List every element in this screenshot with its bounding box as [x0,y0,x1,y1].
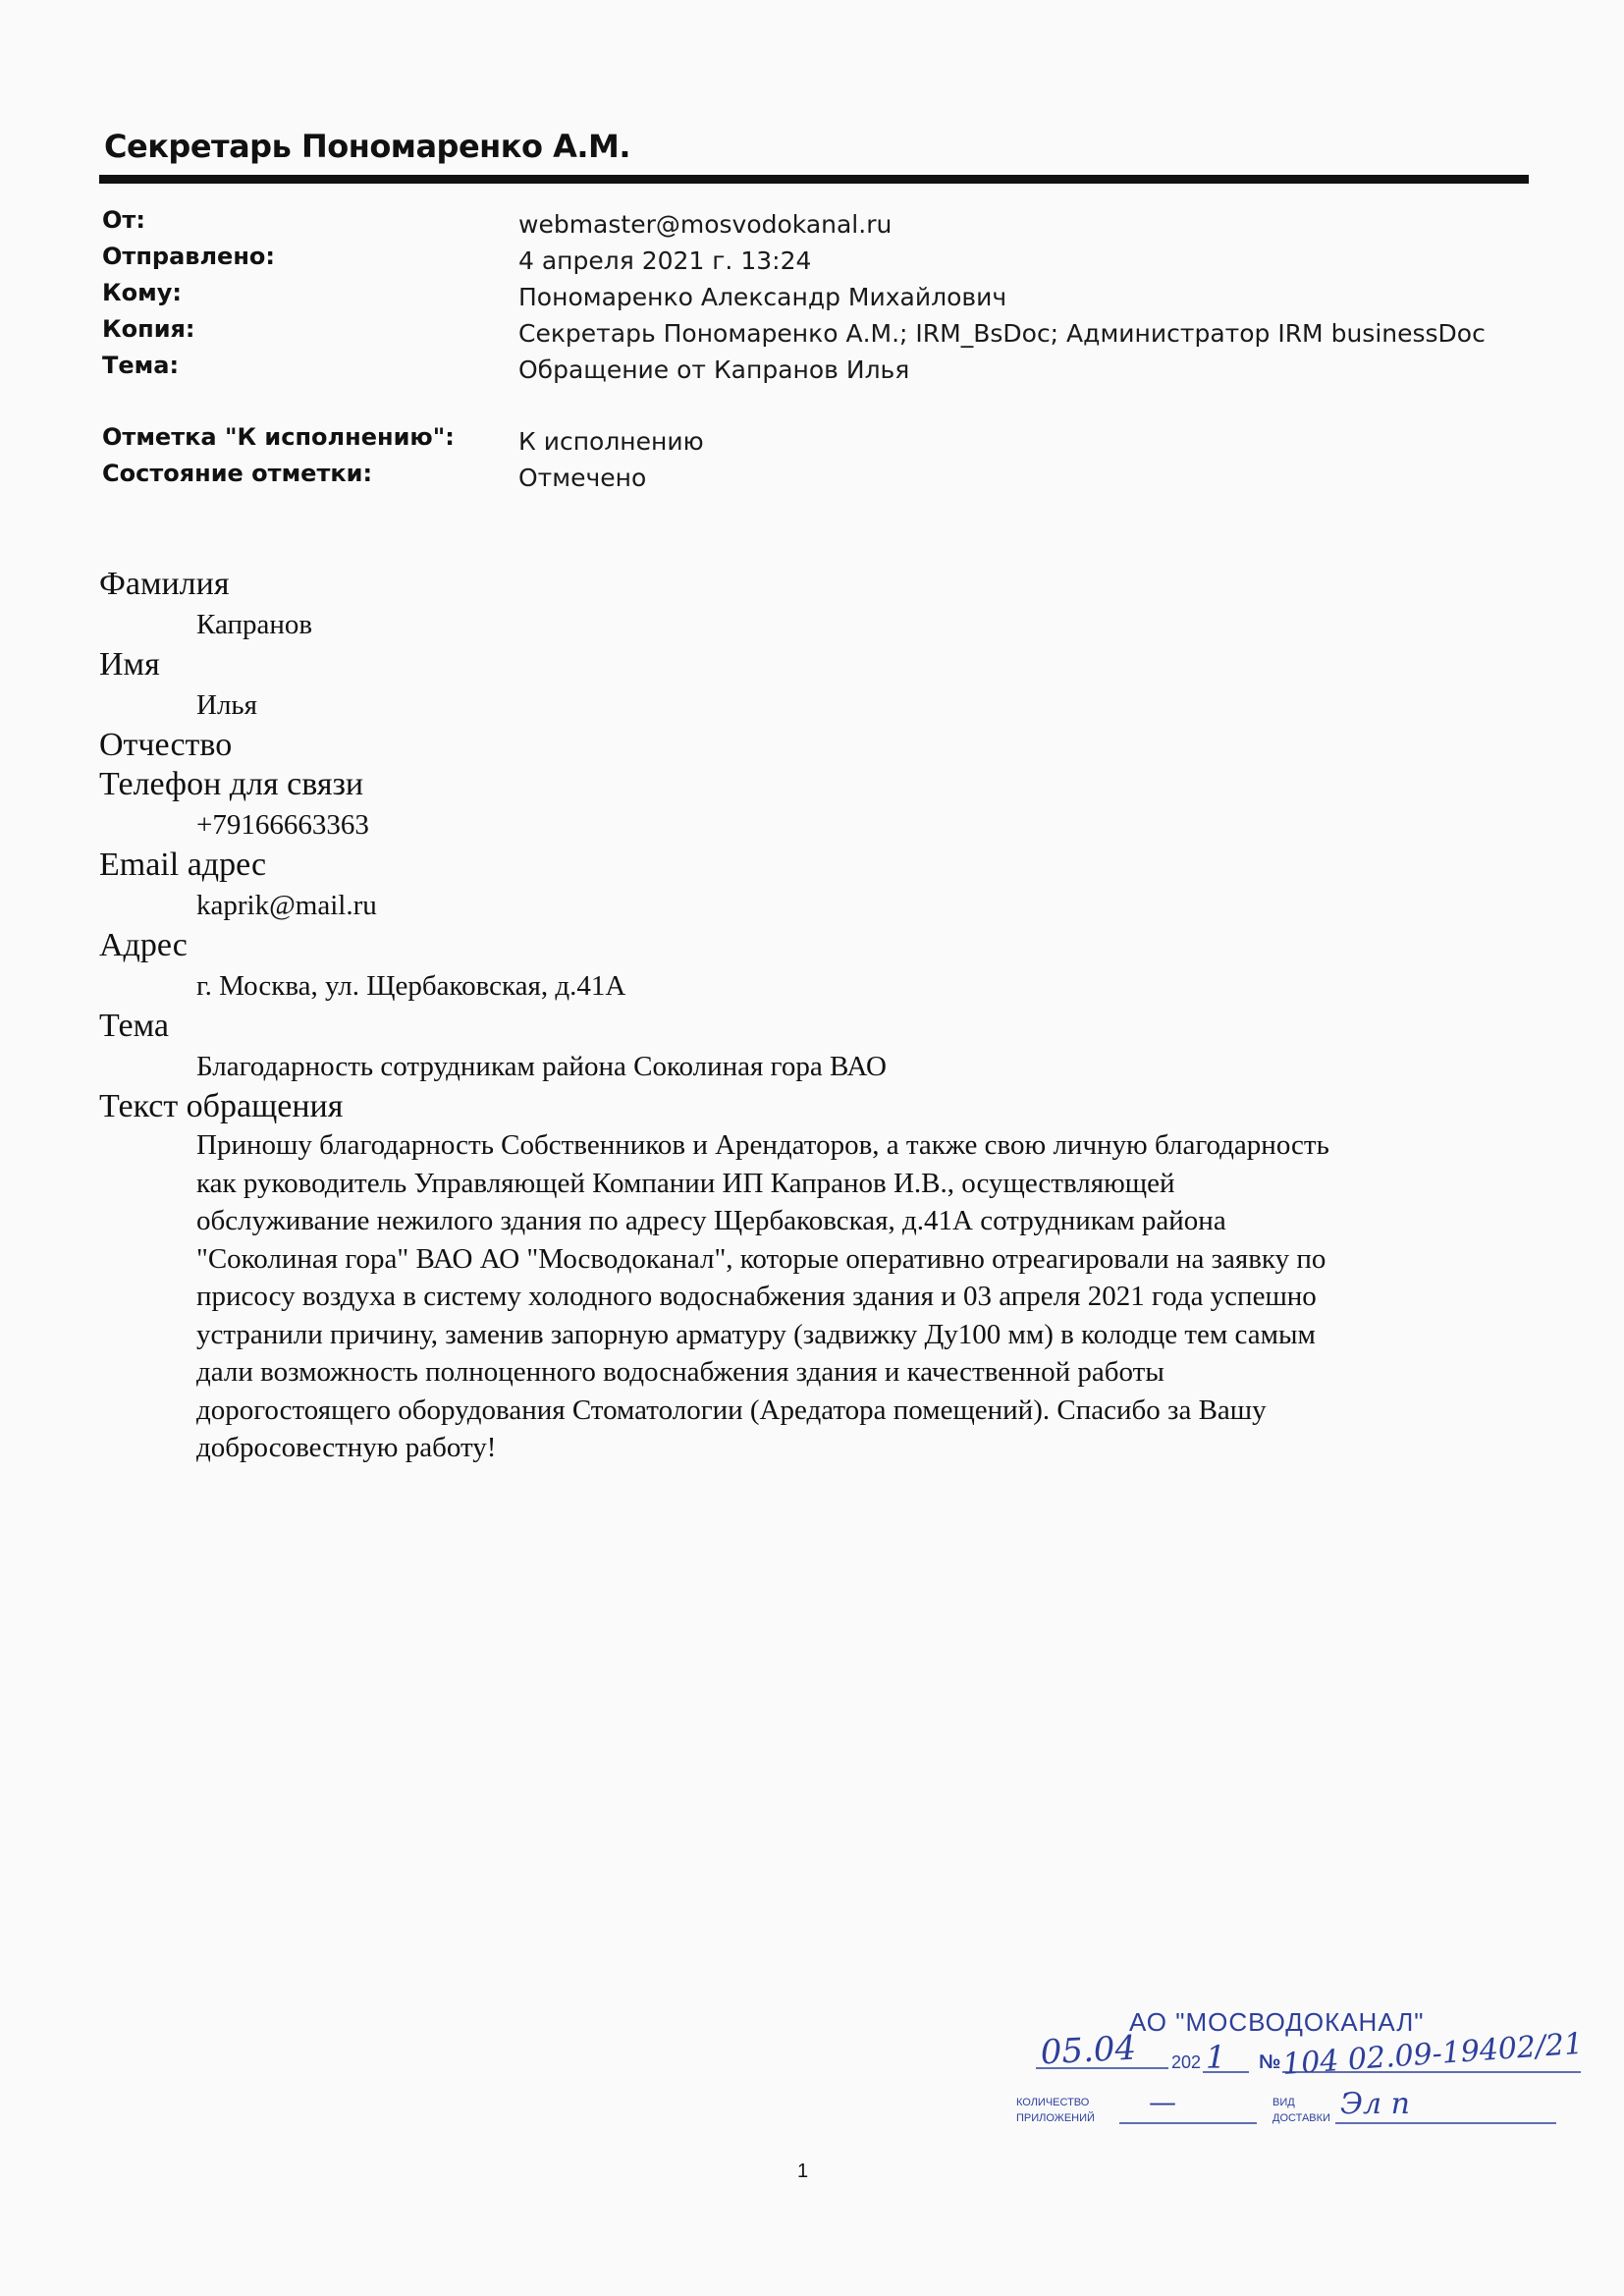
surname-value: Капранов [196,609,313,640]
stamp-org-name: АО "МОСВОДОКАНАЛ" [1129,2011,1425,2037]
registration-stamp [992,2011,1600,2129]
name-label: Имя [99,646,160,683]
appeal-text-line: как руководитель Управляющей Компании ИП Капранов И.В., осуществляющей [196,1167,1175,1199]
email-label: Email адрес [99,847,267,883]
to-label: Кому: [102,279,182,306]
name-value: Илья [196,689,257,721]
subject-field-value: Благодарность сотрудникам района Соколиная гора ВАО [196,1051,887,1082]
appeal-text [99,1126,1615,1467]
from-label: От: [102,206,145,234]
flag-status-value: Отмечено [518,464,647,492]
stamp-date-handwritten: 05.04 [1039,2028,1138,2073]
cc-value: Секретарь Пономаренко А.М.; IRM_BsDoc; Администратор IRM businessDoc [518,319,1486,348]
flag-label: Отметка "К исполнению": [102,423,455,451]
stamp-attachments-label-2: ПРИЛОЖЕНИЙ [1016,2112,1095,2124]
subject-label: Тема: [102,352,180,379]
sent-value: 4 апреля 2021 г. 13:24 [518,246,812,275]
patronymic-label: Отчество [99,727,233,763]
sent-label: Отправлено: [102,243,275,270]
stamp-delivery-value: Эл п [1340,2087,1410,2121]
document-title: Секретарь Пономаренко А.М. [104,128,631,165]
stamp-year-suffix: 1 [1206,2039,1226,2076]
flag-status-label: Состояние отметки: [102,460,373,487]
appeal-text-line: устранили причину, заменив запорную арматуру (задвижку Ду100 мм) в колодце тем самым [196,1318,1316,1350]
appeal-form [99,565,1533,1467]
surname-label: Фамилия [99,566,230,602]
appeal-text-line: Приношу благодарность Собственников и Арендаторов, а также свою личную благодарность [196,1129,1329,1161]
stamp-number-sign: № [1259,2051,1281,2073]
email-value: kaprik@mail.ru [196,890,377,921]
stamp-delivery-label: ВИД [1272,2097,1295,2108]
to-value: Пономаренко Александр Михайлович [518,283,1007,311]
phone-value: +79166663363 [196,809,369,841]
appeal-text-line: обслуживание нежилого здания по адресу Щербаковская, д.41А сотрудникам района [196,1205,1226,1236]
stamp-delivery-label-2: ДОСТАВКИ [1272,2112,1330,2124]
subject-value: Обращение от Капранов Илья [518,355,910,384]
appeal-text-line: дали возможность полноценного водоснабжения здания и качественной работы [196,1356,1164,1388]
appeal-text-line: "Соколиная гора" ВАО АО "Мосводоканал", которые оперативно отреагировали на заявку по [196,1242,1326,1275]
stamp-year-prefix: 202 [1171,2052,1202,2072]
address-label: Адрес [99,927,188,963]
header-divider [99,175,1529,184]
appeal-text-line: добросовестную работу! [196,1432,497,1463]
address-value: г. Москва, ул. Щербаковская, д.41А [196,970,626,1002]
stamp-attachments-value: — [1149,2086,1176,2118]
subject-field-label: Тема [99,1008,169,1044]
phone-label: Телефон для связи [99,766,364,802]
page-number: 1 [797,2160,809,2182]
appeal-text-line: дорогостоящего оборудования Стоматологии (Аредатора помещений). Спасибо за Вашу [196,1394,1267,1426]
flag-value: К исполнению [518,427,704,456]
from-value: webmaster@mosvodokanal.ru [518,210,893,239]
appeal-text-line: присосу воздуха в систему холодного водоснабжения здания и 03 апреля 2021 года успешно [196,1281,1317,1312]
cc-label: Копия: [102,315,195,343]
stamp-number-handwritten: 104 02.09-19402/21 [1281,2026,1585,2083]
stamp-attachments-label: КОЛИЧЕСТВО [1016,2097,1090,2108]
appeal-text-label: Текст обращения [99,1088,344,1124]
